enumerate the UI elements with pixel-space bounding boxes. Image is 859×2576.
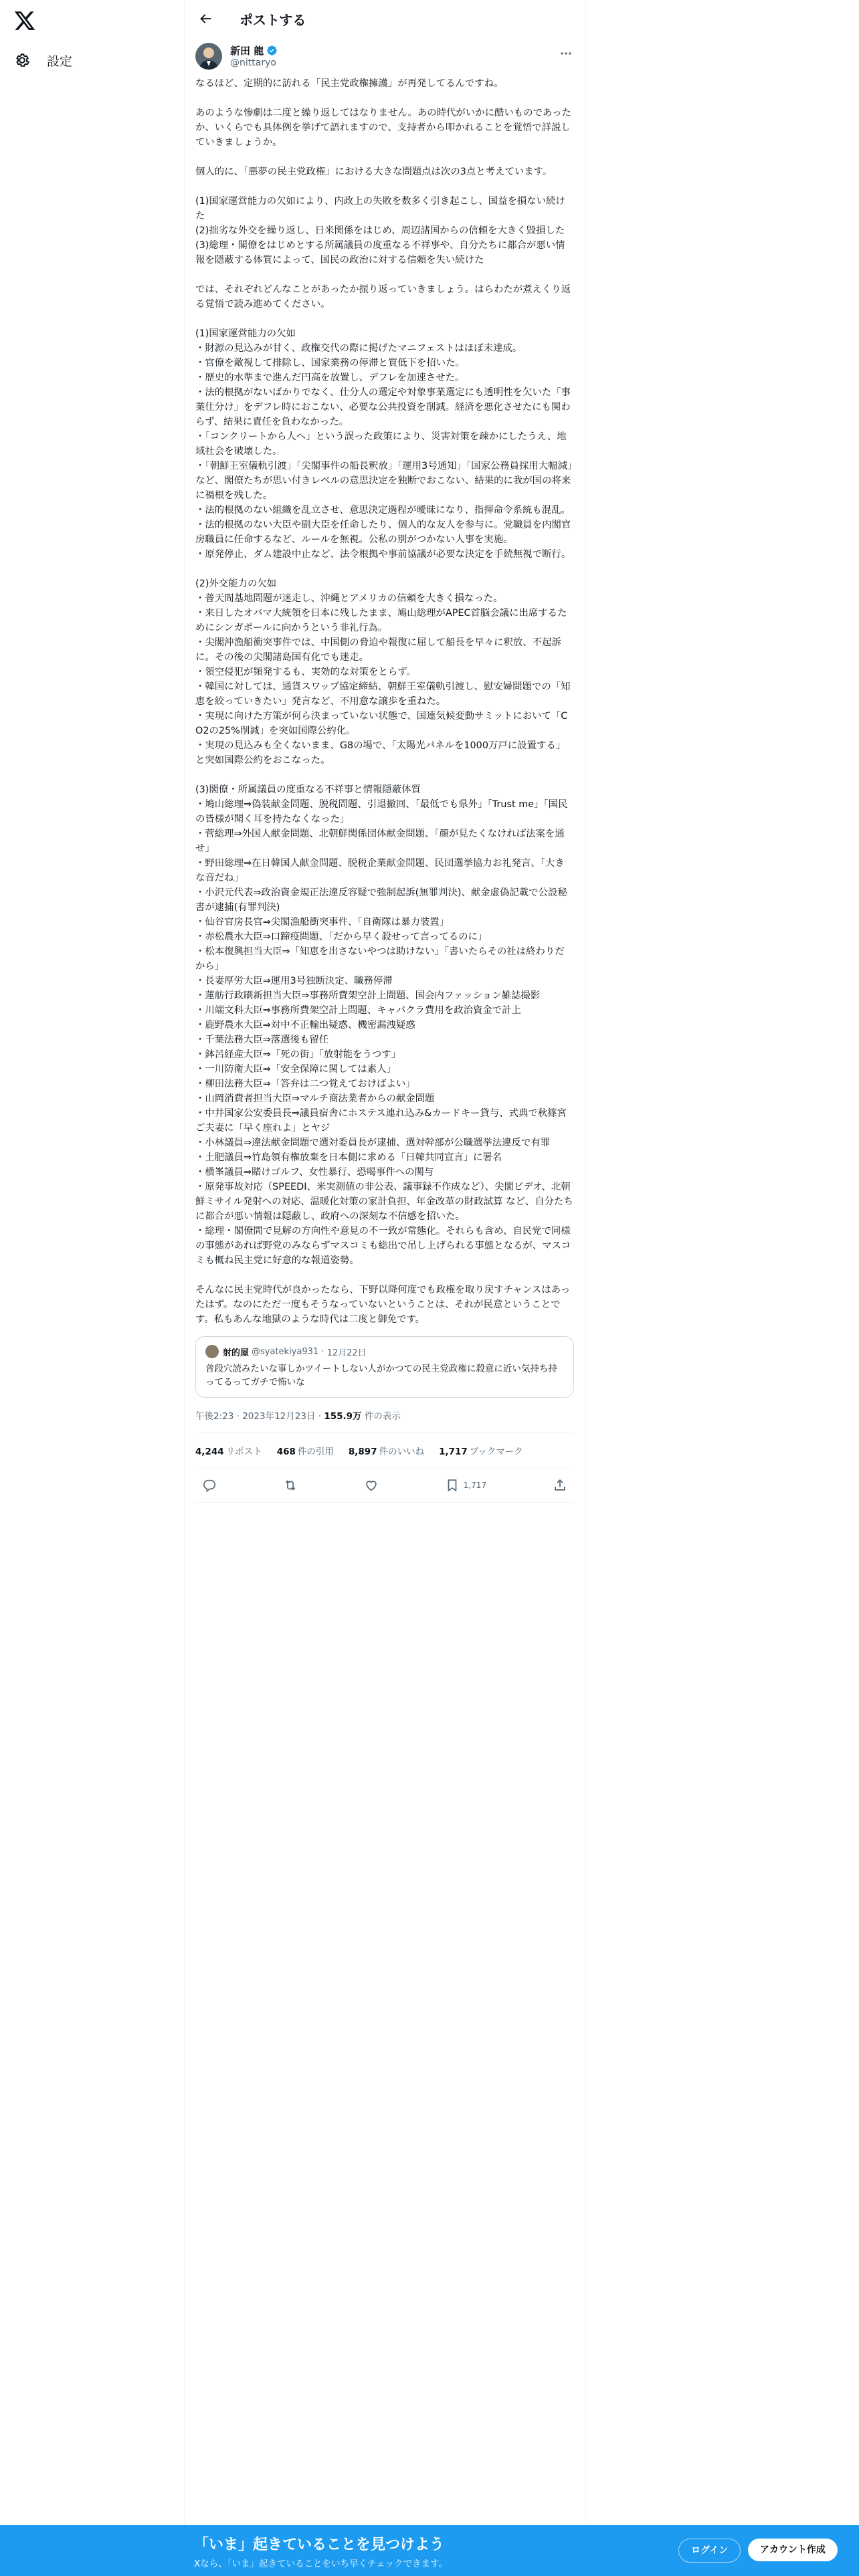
meta-separator: · xyxy=(318,1411,324,1422)
bookmark-stat[interactable] xyxy=(439,1444,523,1457)
settings-link[interactable] xyxy=(13,47,72,74)
quoted-author-handle: @syatekiya931 xyxy=(252,1346,319,1357)
quote-label: 件の引用 xyxy=(297,1446,334,1457)
quoted-post[interactable] xyxy=(195,1336,574,1398)
gear-icon xyxy=(13,51,31,69)
login-button[interactable]: ログイン xyxy=(678,2539,741,2563)
author-name-text: 新田 龍 xyxy=(230,45,264,57)
avatar[interactable] xyxy=(195,43,222,70)
quote-stat[interactable] xyxy=(277,1444,334,1457)
repost-icon xyxy=(283,1478,298,1493)
author-name[interactable] xyxy=(230,43,278,58)
quoted-post-text: 普段穴読みたいな事しかツイートしない人がかつての民主党政権に殺意に近い気持ち持ってるってガチで怖いな xyxy=(205,1364,557,1388)
like-button[interactable] xyxy=(364,1478,379,1493)
repost-stat[interactable] xyxy=(195,1444,262,1457)
quoted-separator: · xyxy=(318,1346,327,1357)
bookmark-button[interactable] xyxy=(445,1478,486,1493)
like-stat[interactable] xyxy=(349,1444,424,1457)
share-icon xyxy=(553,1478,567,1493)
author-row xyxy=(185,41,585,76)
author-handle[interactable]: @nittaryo xyxy=(230,58,276,68)
create-account-button[interactable]: アカウント作成 xyxy=(748,2539,838,2561)
bookmark-action-count: 1,717 xyxy=(463,1481,487,1490)
back-button[interactable] xyxy=(194,7,217,30)
arrow-left-icon xyxy=(198,11,213,26)
main-column xyxy=(184,0,585,2576)
view-count-label: 件の表示 xyxy=(364,1411,401,1422)
page-title: ポストする xyxy=(240,11,306,28)
quoted-author-name: 射的屋 xyxy=(223,1348,250,1358)
signup-title: 「いま」起きていることを見つけよう xyxy=(194,2537,445,2553)
page-header xyxy=(185,0,585,37)
quoted-post-header xyxy=(205,1345,564,1358)
view-count: 155.9万 xyxy=(324,1411,362,1422)
bookmark-icon xyxy=(445,1478,460,1493)
engagement-stats xyxy=(195,1433,574,1469)
left-navigation xyxy=(0,0,184,2576)
repost-button[interactable] xyxy=(283,1478,298,1493)
like-count: 8,897 xyxy=(348,1446,377,1457)
repost-count: 4,244 xyxy=(195,1446,224,1457)
post-meta xyxy=(195,1408,574,1433)
bookmark-count: 1,717 xyxy=(439,1446,468,1457)
heart-icon xyxy=(364,1478,379,1493)
reply-button[interactable] xyxy=(202,1478,217,1493)
post-date[interactable]: 2023年12月23日 xyxy=(242,1411,316,1422)
quoted-date: 12月22日 xyxy=(326,1348,367,1358)
meta-separator: · xyxy=(236,1411,243,1422)
reply-icon xyxy=(202,1478,217,1493)
more-options-button[interactable] xyxy=(558,45,574,62)
signup-subtitle: Xなら、「いま」起きていることをいち早くチェックできます。 xyxy=(194,2559,448,2569)
post-time[interactable]: 午後2:23 xyxy=(195,1411,234,1422)
signup-banner xyxy=(0,2525,859,2576)
x-logo-icon[interactable] xyxy=(13,9,36,32)
action-bar xyxy=(195,1469,574,1503)
quoted-avatar xyxy=(205,1345,219,1358)
post-text: なるほど、定期的に訪れる「民主党政権擁護」が再発してるんですね。 あのような惨劇は二度と繰り返してはなりません。あの時代がいかに酷いものであったか、いくらでも具体例を挙げて語れますので、支持者から叩かれることを覚悟で詳説していきましょうか。 個人的に、「悪夢の民主党政権」における大きな問題点は次の3点と考えています。 (1)国家運営能力の欠如により、内政上の失敗を数多く引き起こし、国益を損ない続けた (2)拙劣な外交を繰り返し、日米関係をはじめ、周辺諸国からの信頼を大きく毀損した (3)総理・閣僚をはじめとする所属議員の度重なる不祥事や、自分たちに都合が悪い情報を隠蔽する体質によって、国民の政治に対する信頼を失い続けた では、それぞれどんなことがあったか振り返っていきましょう。はらわたが煮えくり返る覚悟で読み進めてください。 (1)国家運営能力の欠如 ・財源の見込みが甘く、政権交代の際に掲げたマニフェストはほぼ未達成。 ・官僚を敵視して排除し、国家業務の停滞と質低下を招いた。 ・歴史的水準まで進んだ円高を放置し、デフレを加速させた。 ・法的根拠がないばかりでなく、仕分人の選定や対象事業選定にも透明性を欠いた「事業仕分け」をデフレ時におこない、必要な公共投資を削減。経済を悪化させたにも関わらず、結果に責任を負わなかった。 ・「コンクリートから人へ」という誤った政策により、災害対策を疎かにしたうえ、地域社会を破壊した。 ・「朝鮮王室儀軌引渡」「尖閣事件の船長釈放」「運用3号通知」「国家公務員採用大幅減」など、閣僚たちが思い付きレベルの意思決定を独断でおこない、結果的に我が国の将来に禍根を残した。 ・法的根拠のない組織を乱立させ、意思決定過程が曖昧になり、指揮命令系統も混乱。 ・法的根拠のない大臣や副大臣を任命したり、個人的な友人を参与に。党職員を内閣官房職員に任命するなど、ルールを無視。公私の別がつかない人事を実施。 ・原発停止、ダム建設中止など、法令根拠や事前協議が必要な決定を手続無視で断行。 (2)外交能力の欠如 ・普天間基地問題が迷走し、沖縄とアメリカの信頼を大きく損なった。 ・来日したオバマ大統領を日本に残したまま、鳩山総理がAPEC首脳会議に出席するためにシンガポールに向かうという非礼行為。 ・尖閣沖漁船衝突事件では、中国側の脅迫や報復に屈して船長を早々に釈放、不起訴に。その後の尖閣諸島国有化でも迷走。 ・領空侵犯が頻発するも、実効的な対策をとらず。 ・韓国に対しては、通貨スワップ協定締結、朝鮮王室儀軌引渡し、慰安婦問題での「知恵を絞っていきたい」発言など、不用意な譲歩を重ねた。 ・実現に向けた方策が何ら決まっていない状態で、国連気候変動サミットにおいて「CO2の25%削減」を突如国際公約化。 ・実現の見込みも全くないまま、G8の場で、「太陽光パネルを1000万戸に設置する」と突如国際公約をおこなった。 (3)閣僚・所属議員の度重なる不祥事と情報隠蔽体質 ・鳩山総理⇒偽装献金問題、脱税問題、引退撤回、「最低でも県外」「Trust me」「国民の皆様が聞く耳を持たなくなった」 ・菅総理⇒外国人献金問題、北朝鮮関係団体献金問題、「顔が見たくなければ法案を通せ」 ・野田総理⇒在日韓国人献金問題、脱税企業献金問題、民団選挙協力お礼発言、「大きな音だね」 ・小沢元代表⇒政治資金規正法違反容疑で強制起訴(無罪判決)、献金虚偽記載で公設秘書が逮捕(有罪判決) ・仙谷官房長官⇒尖閣漁船衝突事件、「自衛隊は暴力装置」 ・赤松農水大臣⇒口蹄疫問題、「だから早く殺せって言ってるのに」 ・松本復興担当大臣⇒「知恵を出さないやつは助けない」「書いたらその社は終わりだから」 ・長妻厚労大臣⇒運用3号独断決定、職務停滞 ・蓮舫行政刷新担当大臣⇒事務所費架空計上問題、国会内ファッション雑誌撮影 ・川端文科大臣⇒事務所費架空計上問題、キャバクラ費用を政治資金で計上 ・鹿野農水大臣⇒対中不正輸出疑惑、機密漏洩疑惑 ・千葉法務大臣⇒落選後も留任 ・鉢呂経産大臣⇒「死の街」「放射能をうつす」 ・一川防衛大臣⇒「安全保障に関しては素人」 ・柳田法務大臣⇒「答弁は二つ覚えておけばよい」 ・山岡消費者担当大臣⇒マルチ商法業者からの献金問題 ・中井国家公安委員長⇒議員宿舎にホステス連れ込み&カードキー貸与、式典で秋篠宮ご夫妻に「早く座れよ」とヤジ ・小林議員⇒違法献金問題で選対委員長が逮捕、選対幹部が公職選挙法違反で有罪 ・土肥議員⇒竹島領有権放棄を日本側に求める「日韓共同宣言」に署名 ・横峯議員⇒賭けゴルフ、女性暴行、恐喝事件への関与 ・原発事故対応（SPEEDI、米実測値の非公表、議事録不作成など）、尖閣ビデオ、北朝鮮ミサイル発射への対応、温暖化対策の家計負担、年金改革の財政試算 など、自分たちに都合が悪い情報は隠蔽し、政府への深刻な不信感を招いた。 ・総理・閣僚間で見解の方向性や意見の不一致が常態化。それらも含め、自民党で同様の事態があれば野党のみならずマスコミも総出で吊し上げられる事態となるが、マスコミも概ね民主党に好意的な報道姿勢。 そんなに民主党時代が良かったなら、下野以降何度でも政権を取り戻すチャンスはあったはず。なのにただ一度もそうなっていないということは、それが民意ということです。私もあんな地獄のような時代は二度と御免です。 xyxy=(195,78,573,1325)
settings-label: 設定 xyxy=(47,53,73,69)
repost-label: リポスト xyxy=(225,1446,262,1457)
share-button[interactable] xyxy=(553,1478,567,1493)
verified-badge-icon xyxy=(266,45,278,56)
quote-count: 468 xyxy=(276,1446,296,1457)
bookmark-label: ブックマーク xyxy=(469,1446,523,1457)
like-label: 件のいいね xyxy=(379,1446,425,1457)
more-dots-icon xyxy=(558,45,574,62)
